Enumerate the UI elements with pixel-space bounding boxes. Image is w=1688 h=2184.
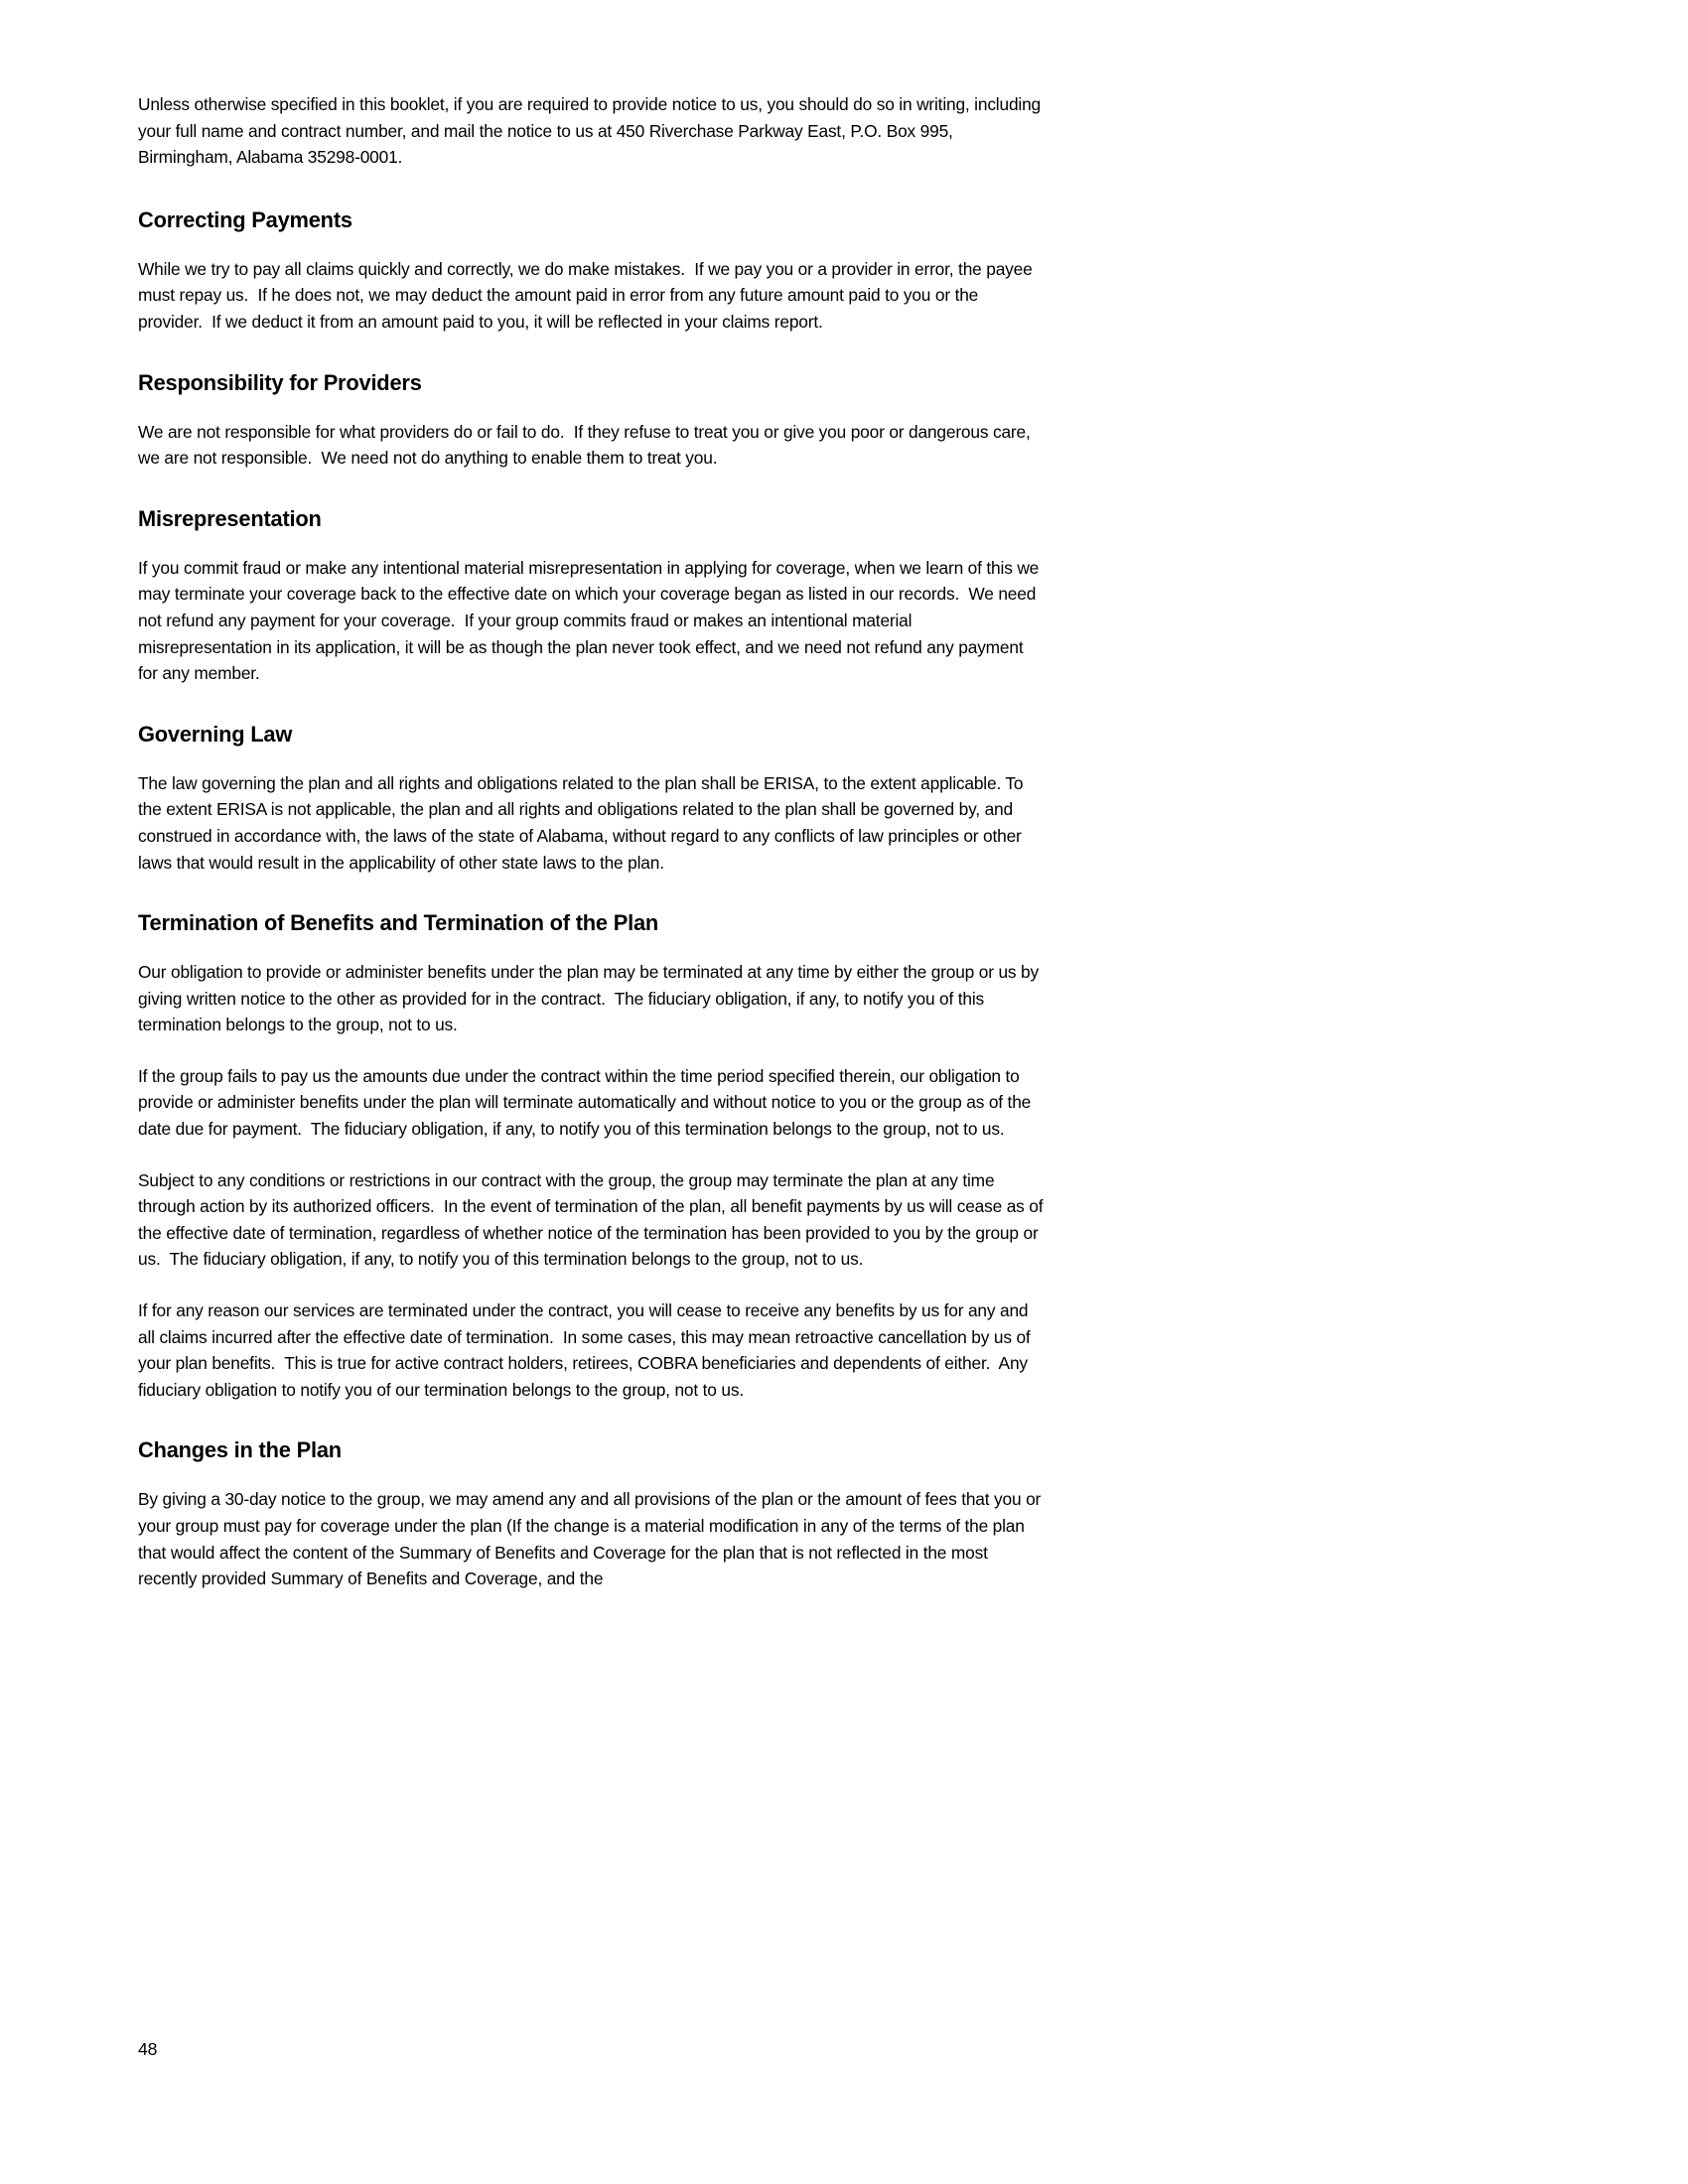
section-paragraph: If for any reason our services are terminated under the contract, you will cease to receive any benefits by us for any and all claims incurred after the effective date of termination. In some cases, this may mean retroactive cancellation by us of your plan benefits. This is true for active contract holders, retirees, COBRA beneficiaries and dependents of either. Any fiduciary obligation to notify you of our termination belongs to the group, not to us. (138, 1300, 1036, 1400)
section-heading-termination-of-benefits: Termination of Benefits and Termination of the Plan (138, 910, 659, 936)
section-heading-changes-in-the-plan: Changes in the Plan (138, 1437, 342, 1463)
section-paragraph: The law governing the plan and all rights and obligations related to the plan shall be ERISA, to the extent applicable. To the extent ERISA is not applicable, the plan and all rights and obligations related to the plan shall be governed by, and construed in accordance with, the laws of the state of Alabama, without regard to any conflicts of law principles or other laws that would result in the applicability of other state laws to the plan. (138, 772, 1029, 873)
section-paragraph: Our obligation to provide or administer benefits under the plan may be terminated at any time by either the group or us by giving written notice to the other as provided for in the contract. The fiduciary obligation, if any, to notify you of this termination belongs to the group, not to us. (138, 962, 1044, 1035)
section-paragraph: Subject to any conditions or restrictions in our contract with the group, the group may terminate the plan at any time through action by its authorized officers. In the event of termination of the plan, all benefit payments by us will cease as of the effective date of termination, regardless of whether notice of the termination has been provided to you by the group or us. The fiduciary obligation, if any, to notify you of this termination belongs to the group, not to us. (138, 1169, 1049, 1270)
page-content (138, 91, 1059, 1592)
section-paragraph: While we try to pay all claims quickly and correctly, we do make mistakes. If we pay you or a provider in error, the payee must repay us. If he does not, we may deduct the amount paid in error from any future amount paid to you or the provider. If we deduct it from an amount paid to you, it will be reflected in your claims report. (138, 258, 1038, 332)
section-heading-governing-law: Governing Law (138, 721, 293, 747)
page-number: 48 (138, 2039, 158, 2059)
section-heading-correcting-payments: Correcting Payments (138, 206, 352, 232)
section-heading-misrepresentation: Misrepresentation (138, 505, 322, 531)
section-paragraph: We are not responsible for what providers do or fail to do. If they refuse to treat you or give you poor or dangerous care, we are not responsible. We need not do anything to enable them to treat you. (138, 421, 1036, 469)
section-heading-responsibility-for-providers: Responsibility for Providers (138, 369, 422, 395)
intro-paragraph: Unless otherwise specified in this booklet, if you are required to provide notice to us, you should do so in writing, including your full name and contract number, and mail the notice to us at 450 Riverchase Parkway East, P.O. Box 995, Birmingham, Alabama 35298-0001. (138, 94, 1046, 168)
section-paragraph: By giving a 30-day notice to the group, we may amend any and all provisions of the plan or the amount of fees that you or your group must pay for coverage under the plan (If the change is a material modification in any of the terms of the plan that would affect the content of the Summary of Benefits and Coverage for the plan that is not reflected in the most recently provided Summary of Benefits and Coverage, and the (138, 1489, 1046, 1589)
section-paragraph: If you commit fraud or make any intentional material misrepresentation in applying for coverage, when we learn of this we may terminate your coverage back to the effective date on which your coverage began as listed in our records. We need not refund any payment for your coverage. If your group commits fraud or makes an intentional material misrepresentation in its application, it will be as though the plan never took effect, and we need not refund any payment for any member. (138, 557, 1044, 684)
section-paragraph: If the group fails to pay us the amounts due under the contract within the time period specified therein, our obligation to provide or administer benefits under the plan will terminate automatically and without notice to you or the group as of the date due for payment. The fiduciary obligation, if any, to notify you of this termination belongs to the group, not to us. (138, 1065, 1036, 1140)
